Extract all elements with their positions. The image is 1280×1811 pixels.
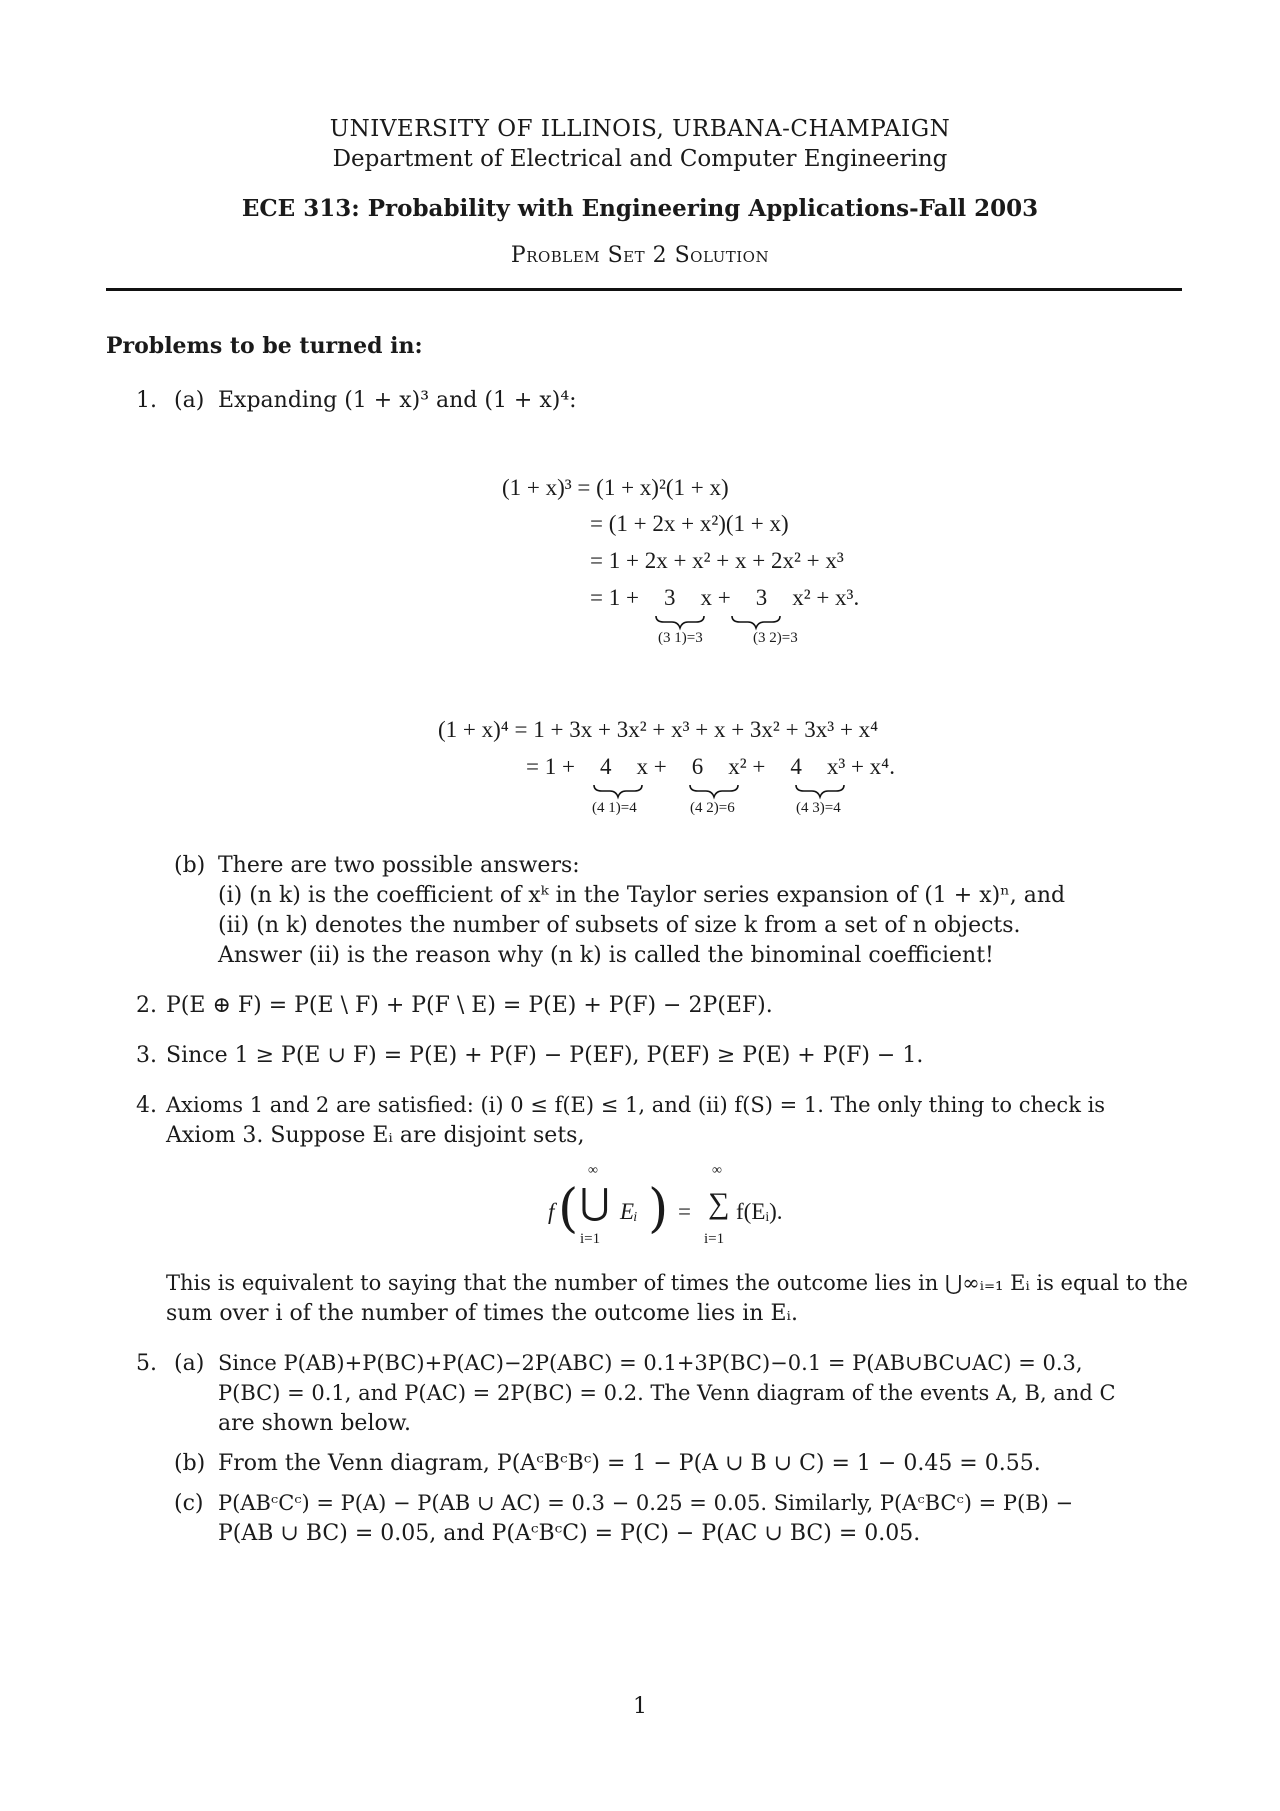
eq4-label-2: (4 2)=6 [690,800,735,816]
eq4-coef-1: 4 [599,754,612,779]
eq4-m2: x² + [728,754,766,779]
page-number: 1 [633,1694,647,1719]
underbrace-1 [594,785,642,797]
problem-3-text: Since 1 ≥ P(E ∪ F) = P(E) + P(F) − P(EF), P(EF) ≥ P(E) + P(F) − 1. [166,1043,924,1068]
problem-5b-label: (b) [174,1451,206,1476]
sum-term: f(Eᵢ). [736,1199,783,1224]
eq-f: f [548,1199,555,1224]
problem-1a-text: Expanding (1 + x)³ and (1 + x)⁴: [218,388,577,413]
sum-symbol: ∑ [708,1187,730,1220]
underbrace-2 [690,785,738,797]
eq3-pre: = 1 + [590,585,639,610]
university-name: UNIVERSITY OF ILLINOIS, URBANA-CHAMPAIGN [329,116,951,142]
problem-set-title: Problem Set 2 Solution [510,243,770,268]
problem-5b-text: From the Venn diagram, P(AᶜBᶜBᶜ) = 1 − P(A ∪ B ∪ C) = 1 − 0.45 = 0.55. [218,1451,1041,1476]
problem-1-number: 1. [136,388,157,413]
problem-5a-line-2: P(BC) = 0.1, and P(AC) = 2P(BC) = 0.2. The Venn diagram of the events A, B, and C [218,1381,1116,1405]
eq3-coef-2: 3 [755,585,768,610]
section-title: Problems to be turned in: [106,333,423,359]
eq4-line-1: (1 + x)⁴ = 1 + 3x + 3x² + x³ + x + 3x² + 3x³ + x⁴ [438,717,879,742]
eq4-pre: = 1 + [526,754,575,779]
underbrace-3 [796,785,844,797]
problem-4-line-1: Axioms 1 and 2 are satisfied: (i) 0 ≤ f(E) ≤ 1, and (ii) f(S) = 1. The only thing to check is [166,1093,1106,1117]
eq4-label-1: (4 1)=4 [592,800,637,816]
problem-5a-line-3: are shown below. [218,1411,411,1436]
eq4-underbraces [590,781,850,801]
eq3-line-2: = (1 + 2x + x²)(1 + x) [590,511,789,536]
problem-1a-label: (a) [174,388,205,413]
problem-4-after-1: This is equivalent to saying that the number of times the outcome lies in ⋃∞ᵢ₌₁ Eᵢ is equal to the [166,1271,1188,1295]
problem-1b-line-3: (ii) (n k) denotes the number of subsets of size k from a set of n objects. [218,913,1021,938]
eq4-post: x³ + x⁴. [826,754,895,779]
eq4-coef-2: 6 [691,754,704,779]
problem-2-text: P(E ⊕ F) = P(E \ F) + P(F \ E) = P(E) + P(F) − 2P(EF). [166,993,773,1018]
problem-5c-line-2: P(AB ∪ BC) = 0.05, and P(AᶜBᶜC) = P(C) − P(AC ∪ BC) = 0.05. [218,1521,921,1546]
problem-4-number: 4. [136,1093,157,1118]
sum-lower: i=1 [704,1231,725,1247]
eq3-post: x² + x³. [792,585,860,610]
eq3-line-4 [590,585,859,611]
problem-5a-line-1: Since P(AB)+P(BC)+P(AC)−2P(ABC) = 0.1+3P(BC)−0.1 = P(AB∪BC∪AC) = 0.3, [218,1351,1083,1375]
eq4-label-3: (4 3)=4 [796,800,841,816]
problem-5c-label: (c) [174,1491,204,1516]
equals-sign: = [678,1199,691,1224]
right-paren-icon: ) [648,1179,669,1239]
eq3-label-2: (3 2)=3 [753,630,798,646]
problem-2-number: 2. [136,993,157,1018]
problem-4-line-2: Axiom 3. Suppose Eᵢ are disjoint sets, [166,1123,585,1148]
eq3-label-1: (3 1)=3 [658,630,703,646]
problem-1b-line-4: Answer (ii) is the reason why (n k) is called the binominal coefficient! [218,943,994,968]
problem-5c-line-1: P(ABᶜCᶜ) = P(A) − P(AB ∪ AC) = 0.3 − 0.25 = 0.05. Similarly, P(AᶜBCᶜ) = P(B) − [218,1491,1074,1515]
left-paren-icon: ( [558,1179,579,1239]
eq3-mid: x + [700,585,731,610]
eq3-coef-1: 3 [663,585,676,610]
course-title: ECE 313: Probability with Engineering Applications-Fall 2003 [241,195,1039,222]
eq4-line-2 [526,754,895,780]
problem-1b-line-2: (i) (n k) is the coefficient of xᵏ in the Taylor series expansion of (1 + x)ⁿ, and [218,883,1066,908]
eq3-underbraces [650,612,790,632]
problem-5-number: 5. [136,1351,157,1376]
union-upper: ∞ [588,1163,598,1178]
union-Ei: Eᵢ [620,1199,638,1224]
underbrace-2 [732,616,780,628]
problem-4-after-2: sum over i of the number of times the outcome lies in Eᵢ. [166,1301,798,1326]
problem-1b-label: (b) [174,853,206,878]
eq4-coef-3: 4 [790,754,802,779]
problem-5a-label: (a) [174,1351,205,1376]
union-lower: i=1 [580,1231,601,1247]
department-name: Department of Electrical and Computer Engineering [332,146,948,172]
eq3-line-1: (1 + x)³ = (1 + x)²(1 + x) [502,475,729,500]
eq3-line-3: = 1 + 2x + x² + x + 2x² + x³ [590,548,844,573]
underbrace-1 [656,616,704,628]
sum-upper: ∞ [712,1163,722,1178]
problem-1b-line-1: There are two possible answers: [218,853,580,878]
header-rule [106,288,1182,291]
problem-3-number: 3. [136,1043,157,1068]
union-symbol: ⋃ [580,1182,610,1222]
eq4-m1: x + [636,754,667,779]
